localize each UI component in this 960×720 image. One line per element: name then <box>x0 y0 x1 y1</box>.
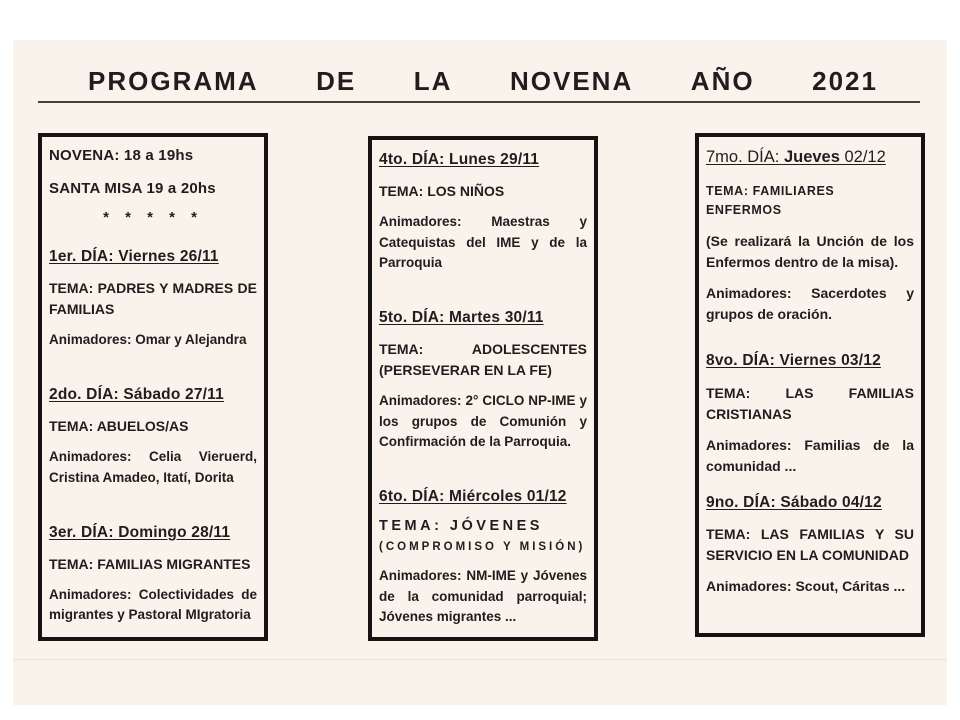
stars-separator: * * * * * <box>103 209 203 226</box>
day5-header: 5to. DÍA: Martes 30/11 <box>379 309 544 326</box>
novena-time: NOVENA: 18 a 19hs <box>49 147 194 164</box>
day1-tema: TEMA: PADRES Y MADRES DE FAMILIAS <box>49 279 257 317</box>
day8-header: 8vo. DÍA: Viernes 03/12 <box>706 352 881 370</box>
day6-animadores: Animadores: NM-IME y Jóvenes de la comunidad parroquial; Jóvenes migrantes ... <box>379 568 587 624</box>
day9-tema: TEMA: LAS FAMILIAS Y SU SERVICIO EN LA COMUNIDAD <box>706 525 914 563</box>
title-word-year: 2021 <box>812 66 878 96</box>
scan-fold-line <box>13 659 947 660</box>
title-word-de: DE <box>316 66 357 96</box>
day7-header-prefix: 7mo. DÍA: <box>706 148 784 166</box>
title-word-la: LA <box>413 66 453 96</box>
day4-tema: TEMA: LOS NIÑOS <box>379 183 505 200</box>
day2-header: 2do. DÍA: Sábado 27/11 <box>49 386 224 403</box>
day5-tema: TEMA: ADOLESCENTES (PERSEVERAR EN LA FE) <box>379 341 587 379</box>
day1-animadores: Animadores: Omar y Alejandra <box>49 331 247 347</box>
day4-header: 4to. DÍA: Lunes 29/11 <box>379 151 540 168</box>
day2-tema: TEMA: ABUELOS/AS <box>49 418 189 435</box>
schedule-box-days-4-6 <box>368 136 598 641</box>
day9-header: 9no. DÍA: Sábado 04/12 <box>706 493 882 511</box>
schedule-box-days-1-3 <box>38 133 268 641</box>
day5-animadores: Animadores: 2° CICLO NP-IME y los grupos de Comunión y Confirmación de la Parroquia. <box>379 393 587 449</box>
title-word-novena: NOVENA <box>510 66 634 96</box>
slide <box>13 40 947 705</box>
title-word-ano: AÑO <box>690 66 755 96</box>
day1-header: 1er. DÍA: Viernes 26/11 <box>49 247 219 265</box>
day6-header: 6to. DÍA: Miércoles 01/12 <box>379 488 567 505</box>
day7-note: (Se realizará la Unción de los Enfermos dentro de la misa). <box>706 233 914 271</box>
day7-animadores: Animadores: Sacerdotes y grupos de oración. <box>706 285 914 323</box>
day3-animadores: Animadores: Colectividades de migrantes y Pastoral MIgratoria <box>49 587 257 623</box>
santa-misa-time: SANTA MISA 19 a 20hs <box>49 179 216 197</box>
day9-animadores: Animadores: Scout, Cáritas ... <box>706 577 906 594</box>
day2-animadores: Animadores: Celia Vieruerd, Cristina Amadeo, Itatí, Dorita <box>49 449 257 485</box>
title-word-programa: PROGRAMA <box>88 66 259 96</box>
day8-tema: TEMA: LAS FAMILIAS CRISTIANAS <box>706 384 914 422</box>
day3-tema: TEMA: FAMILIAS MIGRANTES <box>49 556 251 572</box>
day4-animadores: Animadores: Maestras y Catequistas del IME y de la Parroquia <box>379 214 587 270</box>
title-rule <box>38 101 920 103</box>
day6-tema: TEMA: JÓVENES <box>379 518 543 535</box>
day7-header-day: Jueves <box>783 148 845 166</box>
day7-header-date: 02/12 <box>844 148 886 166</box>
day8-animadores: Animadores: Familias de la comunidad ... <box>706 436 914 474</box>
day6-tema-subtitle: (COMPROMISO Y MISIÓN) <box>379 541 586 553</box>
day7-tema: TEMA: FAMILIARES ENFERMOS <box>706 183 835 217</box>
schedule-box-days-7-9 <box>695 133 925 637</box>
day7-header <box>706 145 914 170</box>
page-title <box>88 66 878 97</box>
day3-header: 3er. DÍA: Domingo 28/11 <box>49 523 231 541</box>
